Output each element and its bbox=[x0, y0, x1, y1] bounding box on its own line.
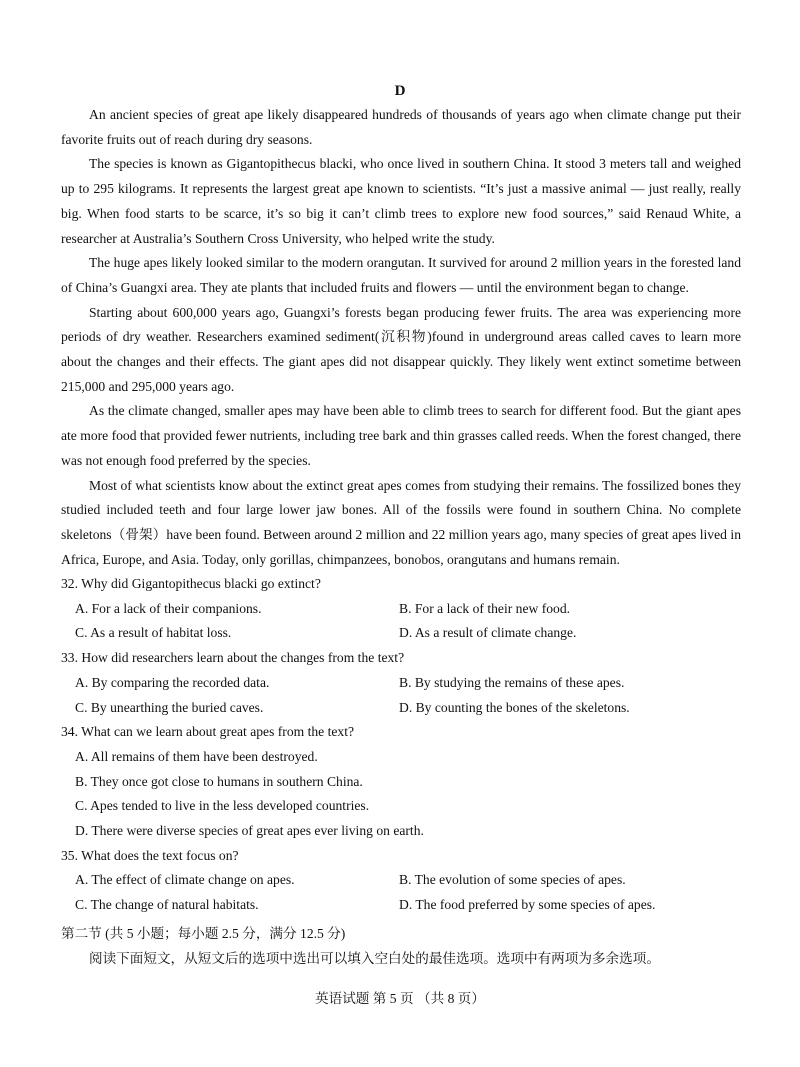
option-a: A. By comparing the recorded data. bbox=[75, 674, 270, 690]
option-a: A. For a lack of their companions. bbox=[75, 600, 262, 616]
question-stem: 34. What can we learn about great apes from the text? bbox=[61, 724, 355, 740]
passage-paragraph: The huge apes likely looked similar to the modern orangutan. It survived for around 2 million years in the forested land of China’s Guangxi area. They ate plants that included fruits and flowers — until the environment began to change. bbox=[61, 255, 741, 295]
passage-paragraph: An ancient species of great ape likely disappeared hundreds of thousands of years ago when climate change put their favorite fruits out of reach during dry seasons. bbox=[61, 107, 741, 147]
section-heading: D bbox=[394, 83, 406, 99]
option-c: C. By unearthing the buried caves. bbox=[75, 699, 264, 715]
passage-paragraph: As the climate changed, smaller apes may have been able to climb trees to search for different food. But the giant apes ate more food that provided fewer nutrients, including tree bark and thin grasses called reeds. When the forest changed, there was not enough food preferred by the species. bbox=[61, 403, 741, 468]
option-a: A. All remains of them have been destroyed. bbox=[75, 748, 318, 764]
option-b: B. They once got close to humans in southern China. bbox=[75, 773, 363, 789]
passage-paragraph: Most of what scientists know about the extinct great apes comes from studying their remains. The fossilized bones they studied included teeth and four large lower jaw bones. All of the fossils were found in southern China. No complete skeletons（骨架）have been found. Between around 2 million and 22 million years ago, many species of great apes lived in Africa, Europe, and Asia. Today, only gorillas, chimpanzees, bonobos, orangutans and humans remain. bbox=[61, 477, 741, 567]
question-35 bbox=[61, 844, 741, 918]
option-list bbox=[61, 745, 741, 844]
passage-paragraph: The species is known as Gigantopithecus blacki, who once lived in southern China. It stood 3 meters tall and weighed up to 295 kilograms. It represents the largest great ape known to scientists. “It’s just a massive animal — just really, really big. When food starts to be scarce, it’s so big it can’t climb trees to explore new food sources,” said Renaud White, a researcher at Australia’s Southern Cross University, who helped write the study. bbox=[61, 156, 741, 246]
option-b: B. For a lack of their new food. bbox=[399, 600, 571, 616]
option-b: B. The evolution of some species of apes. bbox=[399, 872, 626, 888]
option-d: D. The food preferred by some species of apes. bbox=[399, 897, 656, 913]
section-two-instruction: 阅读下面短文，从短文后的选项中选出可以填入空白处的最佳选项。选项中有两项为多余选项。 bbox=[89, 950, 660, 966]
reading-passage bbox=[61, 103, 741, 572]
page-footer: 英语试题 第 5 页 （共 8 页） bbox=[315, 991, 485, 1006]
question-32 bbox=[61, 572, 741, 646]
option-grid bbox=[61, 671, 741, 720]
question-stem: 33. How did researchers learn about the changes from the text? bbox=[61, 650, 405, 666]
option-grid bbox=[61, 868, 741, 917]
question-list bbox=[61, 572, 741, 918]
option-d: D. By counting the bones of the skeletons. bbox=[399, 699, 630, 715]
question-33 bbox=[61, 646, 741, 720]
option-grid bbox=[61, 597, 741, 646]
section-two bbox=[61, 922, 741, 971]
section-two-title: 第二节 (共 5 小题；每小题 2.5 分，满分 12.5 分) bbox=[61, 926, 346, 941]
option-d: D. As a result of climate change. bbox=[399, 625, 577, 641]
option-d: D. There were diverse species of great apes ever living on earth. bbox=[75, 823, 424, 839]
option-c: C. Apes tended to live in the less developed countries. bbox=[75, 798, 370, 814]
option-c: C. The change of natural habitats. bbox=[75, 897, 259, 913]
option-a: A. The effect of climate change on apes. bbox=[75, 872, 295, 888]
question-34 bbox=[61, 720, 741, 844]
option-b: B. By studying the remains of these apes. bbox=[399, 674, 625, 690]
question-stem: 32. Why did Gigantopithecus blacki go extinct? bbox=[61, 576, 321, 591]
passage-paragraph: Starting about 600,000 years ago, Guangxi’s forests began producing fewer fruits. The area was experiencing more periods of dry weather. Researchers examined sediment(沉积物)found in underground areas called caves to learn more about the changes and their effects. The giant apes did not disappear quickly. They likely went extinct sometime between 215,000 and 295,000 years ago. bbox=[61, 304, 741, 394]
option-c: C. As a result of habitat loss. bbox=[75, 625, 232, 641]
question-stem: 35. What does the text focus on? bbox=[61, 847, 239, 863]
